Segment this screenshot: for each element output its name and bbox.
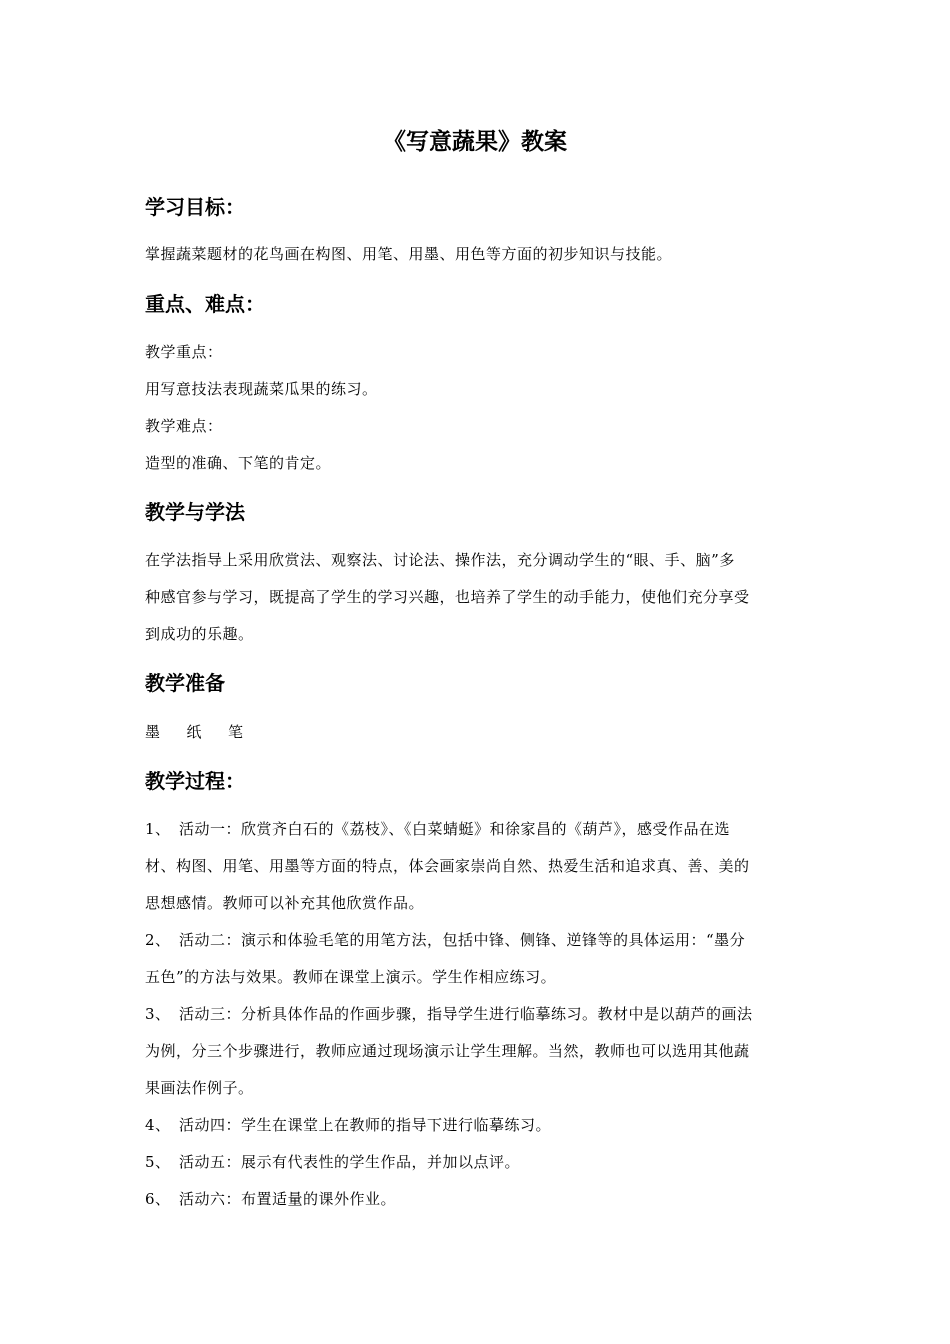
process-item-text: 活动六：布置适量的课外作业。 (179, 1190, 397, 1208)
preparation-item: 笔 (228, 723, 244, 741)
preparation-section (145, 668, 805, 698)
objectives-heading: 学习目标： (145, 195, 245, 219)
methods-line: 在学法指导上采用欣赏法、观察法、讨论法、操作法，充分调动学生的“眼、手、脑”多 (145, 551, 735, 569)
process-item-number: 4、 (145, 1116, 171, 1134)
process-item (145, 1144, 805, 1181)
process-item (145, 1181, 805, 1218)
key-points-body (145, 334, 805, 482)
preparation-item: 纸 (186, 723, 203, 741)
process-item-text: 材、构图、用笔、用墨等方面的特点，体会画家崇尚自然、热爱生活和追求真、善、美的 (145, 857, 750, 875)
process-item-text: 思想感情。教师可以补充其他欣赏作品。 (145, 894, 425, 912)
process-item-text: 活动四：学生在课堂上在教师的指导下进行临摹练习。 (179, 1116, 552, 1134)
preparation-item: 墨 (145, 723, 161, 741)
process-item-text: 五色”的方法与效果。教师在课堂上演示。学生作相应练习。 (145, 968, 557, 986)
preparation-body (145, 714, 805, 751)
objectives-section (145, 192, 805, 222)
methods-line: 种感官参与学习，既提高了学生的学习兴趣，也培养了学生的动手能力，使他们充分享受 (145, 588, 750, 606)
process-item-number: 2、 (145, 931, 171, 949)
process-item-text: 活动二：演示和体验毛笔的用笔方法，包括中锋、侧锋、逆锋等的具体运用：“墨分 (179, 931, 746, 949)
process-item (145, 922, 805, 996)
difficulty-label: 教学难点： (145, 417, 223, 435)
process-item-text: 活动一：欣赏齐白石的《荔枝》、《白菜蜻蜓》和徐家昌的《葫芦》，感受作品在选 (179, 820, 731, 838)
document-title: 《写意蔬果》教案 (383, 129, 567, 155)
process-item (145, 811, 805, 922)
process-item-number: 3、 (145, 1005, 171, 1023)
focus-text: 用写意技法表现蔬菜瓜果的练习。 (145, 380, 378, 398)
process-item-number: 5、 (145, 1153, 171, 1171)
methods-line: 到成功的乐趣。 (145, 625, 254, 643)
objectives-text: 掌握蔬菜题材的花鸟画在构图、用笔、用墨、用色等方面的初步知识与技能。 (145, 245, 673, 263)
difficulty-text: 造型的准确、下笔的肯定。 (145, 454, 332, 472)
objectives-body (145, 236, 805, 273)
process-item-number: 6、 (145, 1190, 171, 1208)
methods-section (145, 497, 805, 527)
process-item-text: 为例，分三个步骤进行，教师应通过现场演示让学生理解。当然，教师也可以选用其他蔬 (145, 1042, 750, 1060)
focus-label: 教学重点： (145, 343, 223, 361)
methods-heading: 教学与学法 (145, 500, 245, 524)
process-section (145, 766, 805, 796)
key-points-heading: 重点、难点： (145, 292, 265, 316)
process-item (145, 996, 805, 1107)
preparation-heading: 教学准备 (145, 671, 225, 695)
process-body (145, 811, 805, 1218)
process-item-text: 活动五：展示有代表性的学生作品，并加以点评。 (179, 1153, 521, 1171)
key-points-section (145, 289, 805, 319)
process-item (145, 1107, 805, 1144)
methods-body (145, 542, 805, 653)
process-item-number: 1、 (145, 820, 171, 838)
process-item-text: 果画法作例子。 (145, 1079, 254, 1097)
process-heading: 教学过程： (145, 769, 245, 793)
process-item-text: 活动三：分析具体作品的作画步骤，指导学生进行临摹练习。教材中是以葫芦的画法 (179, 1005, 753, 1023)
